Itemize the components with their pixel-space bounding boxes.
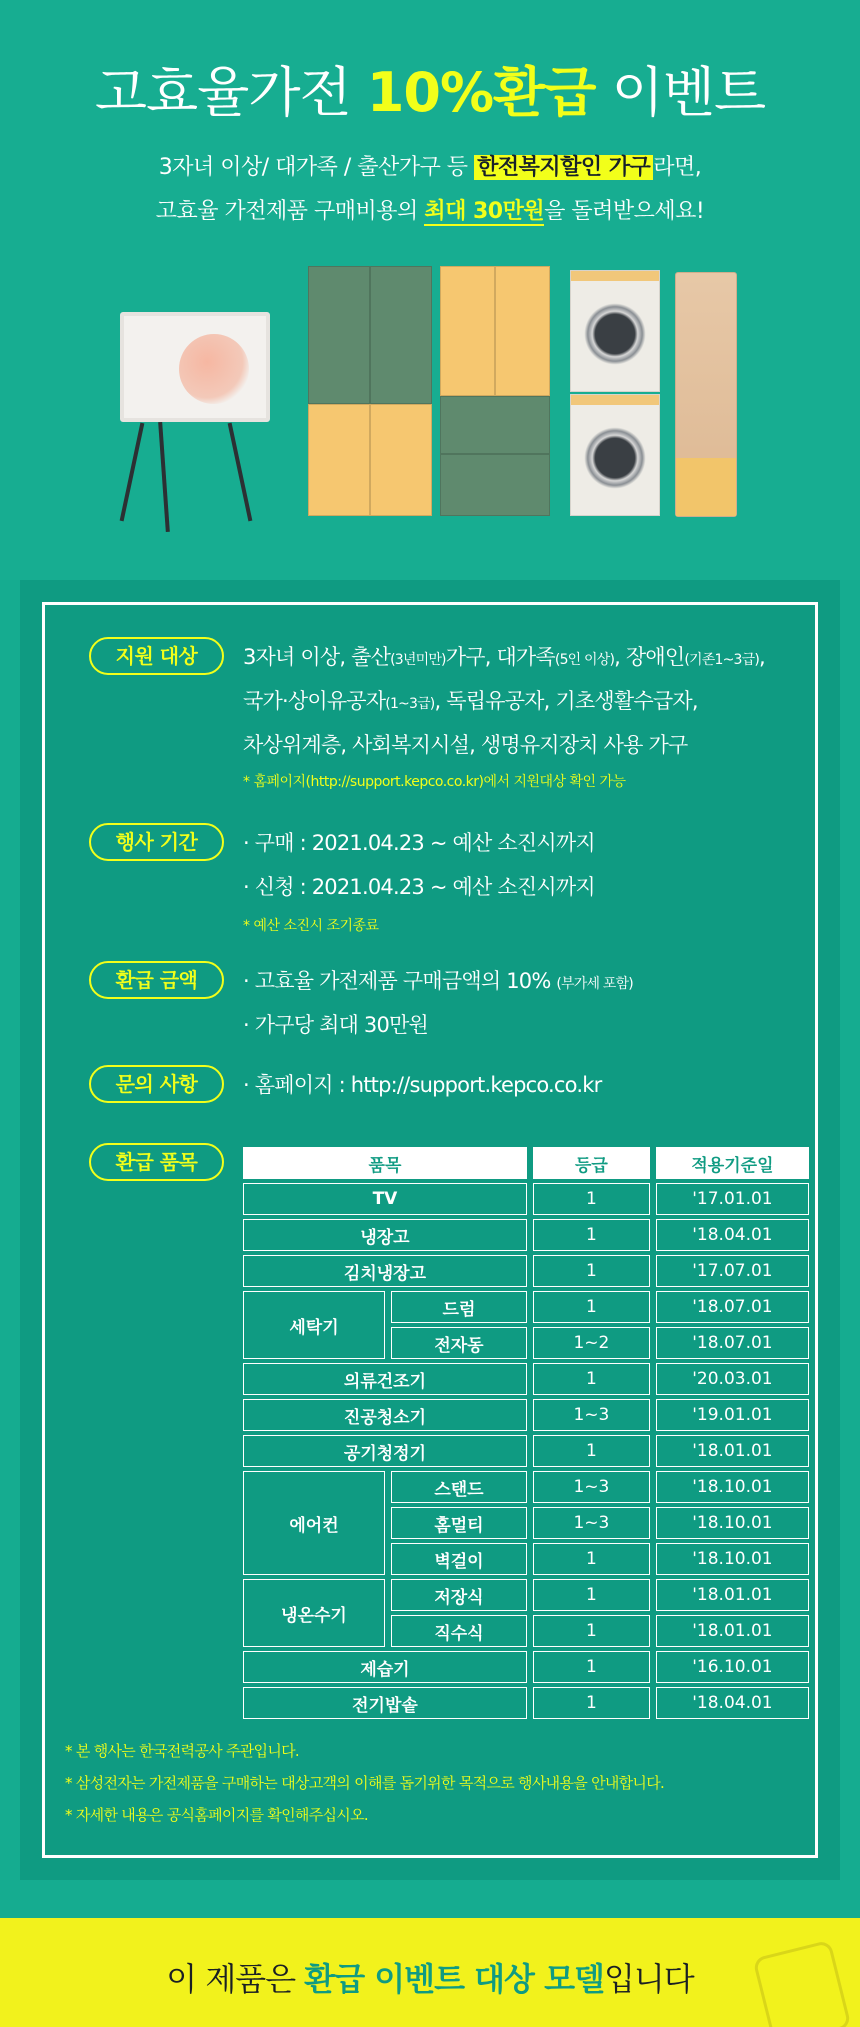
target-model-banner (0, 1918, 860, 2027)
item-date: '18.01.01 (656, 1615, 809, 1647)
item-name: 냉장고 (243, 1219, 527, 1251)
item-name: 진공청소기 (243, 1399, 527, 1431)
refund-items-table (237, 1143, 815, 1723)
item-date: '18.07.01 (656, 1291, 809, 1323)
item-grade: 1~3 (533, 1471, 650, 1503)
header-grade: 등급 (533, 1147, 650, 1179)
item-sub-name: 저장식 (391, 1579, 527, 1611)
item-date: '18.04.01 (656, 1219, 809, 1251)
item-sub-name: 직수식 (391, 1615, 527, 1647)
table-row (243, 1219, 809, 1251)
item-grade: 1 (533, 1291, 650, 1323)
footnote-3: * 자세한 내용은 공식홈페이지를 확인해주십시오. (65, 1806, 368, 1824)
item-grade: 1 (533, 1579, 650, 1611)
item-date: '20.03.01 (656, 1363, 809, 1395)
item-grade: 1 (533, 1183, 650, 1215)
table-row (243, 1651, 809, 1683)
item-name: 제습기 (243, 1651, 527, 1683)
item-sub-name: 드럼 (391, 1291, 527, 1323)
event-period-label: 행사 기간 (89, 823, 224, 861)
item-date: '18.10.01 (656, 1543, 809, 1575)
application-period: · 신청 : 2021.04.23 ~ 예산 소진시까지 (243, 875, 595, 899)
table-row (243, 1363, 809, 1395)
table-row (243, 1435, 809, 1467)
table-row (243, 1399, 809, 1431)
table-row (243, 1579, 809, 1611)
contact-homepage: · 홈페이지 : http://support.kepco.co.kr (243, 1073, 602, 1097)
item-grade: 1 (533, 1435, 650, 1467)
footnote-1: * 본 행사는 한국전력공사 주관입니다. (65, 1742, 299, 1760)
header-date: 적용기준일 (656, 1147, 809, 1179)
item-date: '18.10.01 (656, 1507, 809, 1539)
kimchi-refrigerator-product-image (440, 266, 550, 516)
item-group-name: 세탁기 (243, 1291, 385, 1359)
event-details-frame (42, 602, 818, 1858)
table-row (243, 1255, 809, 1287)
item-grade: 1 (533, 1543, 650, 1575)
table-row (243, 1687, 809, 1719)
refund-amount-line-1: · 고효율 가전제품 구매금액의 10% (부가세 포함) (243, 969, 633, 993)
item-name: 김치냉장고 (243, 1255, 527, 1287)
support-target-line-2: 국가·상이유공자(1~3급), 독립유공자, 기초생활수급자, (243, 689, 698, 713)
item-sub-name: 스탠드 (391, 1471, 527, 1503)
badge-sticker-icon (752, 1940, 851, 2027)
item-date: '18.01.01 (656, 1435, 809, 1467)
subtitle-line-1: 3자녀 이상/ 대가족 / 출산가구 등 한전복지할인 가구 라면, (158, 155, 702, 180)
item-grade: 1 (533, 1687, 650, 1719)
refund-items-label: 환급 품목 (89, 1143, 224, 1181)
event-details-card (20, 580, 840, 1880)
item-grade: 1~3 (533, 1399, 650, 1431)
refrigerator-product-image (308, 266, 432, 516)
item-grade: 1 (533, 1651, 650, 1683)
item-sub-name: 벽걸이 (391, 1543, 527, 1575)
refund-amount-label: 환급 금액 (89, 961, 224, 999)
support-target-line-1: 3자녀 이상, 출산(3년미만)가구, 대가족(5인 이상), 장애인(기존1~3급), (243, 645, 765, 669)
item-date: '18.10.01 (656, 1471, 809, 1503)
item-grade: 1 (533, 1363, 650, 1395)
item-group-name: 에어컨 (243, 1471, 385, 1575)
product-lineup-image (110, 262, 750, 572)
item-date: '16.10.01 (656, 1651, 809, 1683)
support-target-note: * 홈페이지(http://support.kepco.co.kr)에서 지원대상 확인 가능 (243, 774, 626, 790)
item-name: 공기청정기 (243, 1435, 527, 1467)
support-target-line-3: 차상위계층, 사회복지시설, 생명유지장치 사용 가구 (243, 733, 688, 757)
table-header-row (243, 1147, 809, 1179)
item-grade: 1~3 (533, 1507, 650, 1539)
item-group-name: 냉온수기 (243, 1579, 385, 1647)
page-title: 고효율가전 10%환급 이벤트 (94, 61, 766, 124)
header-item: 품목 (243, 1147, 527, 1179)
support-target-label: 지원 대상 (89, 637, 224, 675)
item-date: '18.07.01 (656, 1327, 809, 1359)
table-row (243, 1471, 809, 1503)
item-date: '19.01.01 (656, 1399, 809, 1431)
item-grade: 1~2 (533, 1327, 650, 1359)
item-grade: 1 (533, 1255, 650, 1287)
air-conditioner-product-image (675, 272, 737, 517)
item-date: '17.07.01 (656, 1255, 809, 1287)
hero-section (0, 0, 860, 580)
item-name: 전기밥솥 (243, 1687, 527, 1719)
banner-text: 이 제품은 환급 이벤트 대상 모델입니다 (166, 1960, 694, 1998)
contact-label: 문의 사항 (89, 1065, 224, 1103)
item-grade: 1 (533, 1219, 650, 1251)
subtitle-line-2: 고효율 가전제품 구매비용의 최대 30만원을 돌려받으세요! (155, 199, 705, 224)
event-period-note: * 예산 소진시 조기종료 (243, 918, 379, 934)
footnote-2: * 삼성전자는 가전제품을 구매하는 대상고객의 이해를 돕기위한 목적으로 행사내용을 안내합니다. (65, 1774, 665, 1792)
item-date: '18.01.01 (656, 1579, 809, 1611)
item-date: '17.01.01 (656, 1183, 809, 1215)
item-sub-name: 홈멀티 (391, 1507, 527, 1539)
item-sub-name: 전자동 (391, 1327, 527, 1359)
item-grade: 1 (533, 1615, 650, 1647)
item-name: 의류건조기 (243, 1363, 527, 1395)
refund-amount-line-2: · 가구당 최대 30만원 (243, 1013, 429, 1037)
table-row (243, 1183, 809, 1215)
table-row (243, 1291, 809, 1323)
item-date: '18.04.01 (656, 1687, 809, 1719)
purchase-period: · 구매 : 2021.04.23 ~ 예산 소진시까지 (243, 831, 595, 855)
item-name: TV (243, 1183, 527, 1215)
